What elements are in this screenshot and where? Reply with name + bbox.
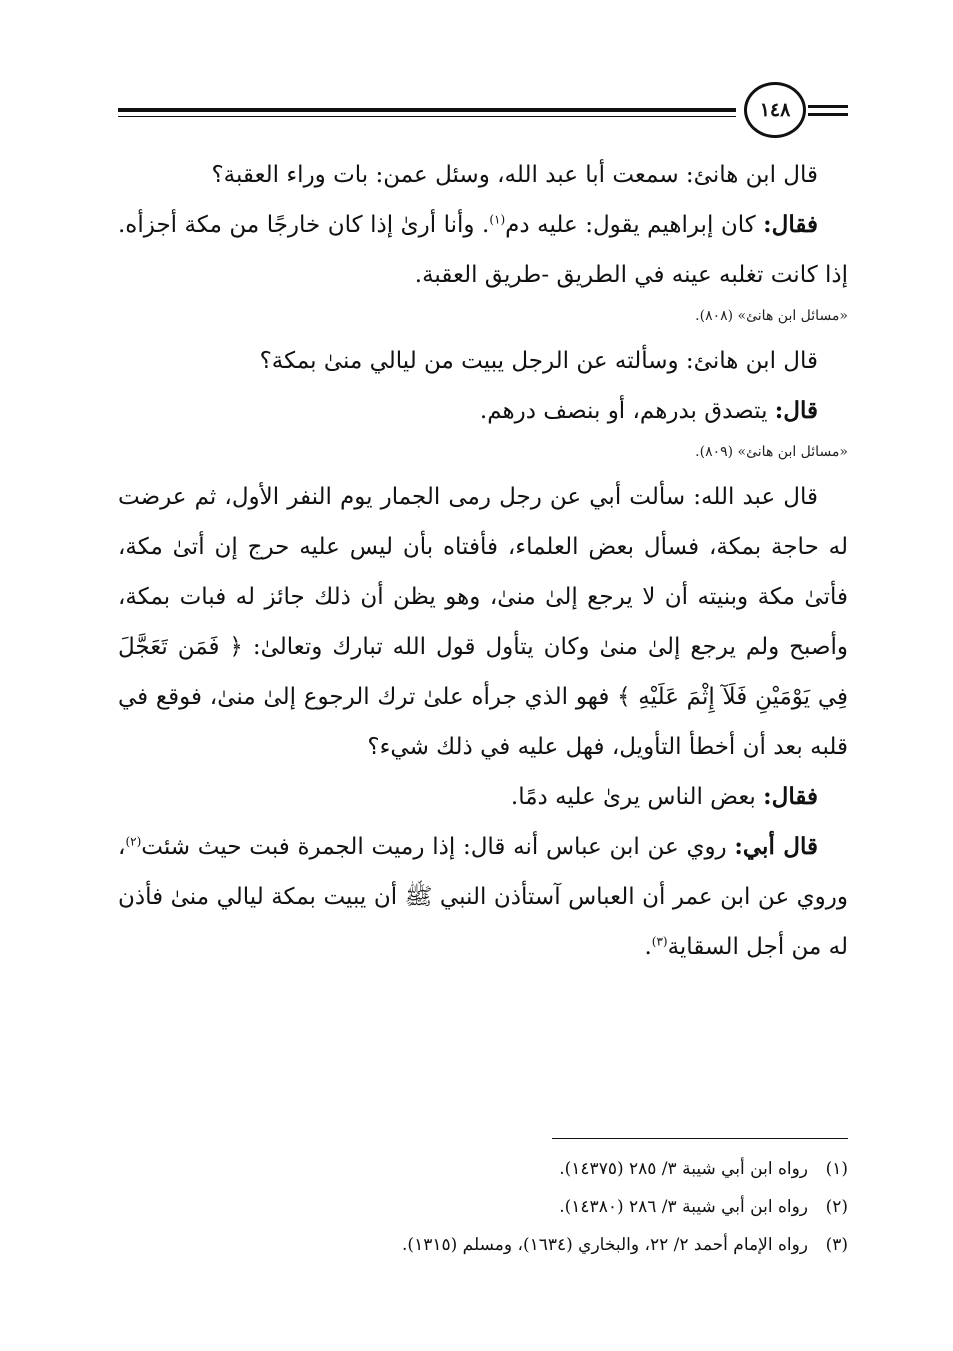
header-rule-thick	[118, 108, 736, 112]
paragraph-4: قال: يتصدق بدرهم، أو بنصف درهم.	[479, 397, 818, 424]
paragraph-5: قال عبد الله: سألت أبي عن رجل رمى الجمار يوم النفر الأول، ثم عرضت له حاجة بمكة، فسأل بعض العلماء، فأفتاه بأن ليس عليه حرج إن أتىٰ مكة، فأتىٰ مكة وبنيته أن لا يرجع إلىٰ منىٰ، وهو يظن أن ذلك جائز له فبات بمكة، وأصبح ولم يرجع إلىٰ منىٰ وكان يتأول قول الله تبارك وتعالىٰ: ﴿ فَمَن تَعَجَّلَ فِي يَوْمَيْنِ فَلَآ إِثْمَ عَلَيْهِ ﴾ فهو الذي جرأه علىٰ ترك الرجوع إلىٰ منىٰ، فوقع في قلبه بعد أن أخطأ التأويل، فهل عليه في ذلك شيء؟	[118, 484, 848, 760]
footnotes	[118, 1150, 848, 1264]
footnote-ref: (١)	[489, 212, 506, 227]
footnote-2: (٢)رواه ابن أبي شيبة ٣/ ٢٨٦ (١٤٣٨٠).	[559, 1197, 848, 1217]
footnote-3: (٣)رواه الإمام أحمد ٢/ ٢٢، والبخاري (١٦٣٤)، ومسلم (١٣١٥).	[402, 1235, 848, 1255]
page-header	[118, 78, 848, 138]
footnote-separator	[552, 1138, 848, 1139]
main-text	[118, 150, 848, 972]
footnote-1: (١)رواه ابن أبي شيبة ٣/ ٢٨٥ (١٤٣٧٥).	[559, 1159, 848, 1179]
page-number: ١٤٨	[744, 82, 806, 138]
header-rule-right-top	[808, 105, 848, 108]
paragraph-6: فقال: بعض الناس يرىٰ عليه دمًا.	[510, 783, 818, 810]
source-citation: «مسائل ابن هانئ» (٨٠٩).	[695, 444, 848, 460]
paragraph-3: قال ابن هانئ: وسألته عن الرجل يبيت من ليالي منىٰ بمكة؟	[259, 348, 818, 374]
source-citation: «مسائل ابن هانئ» (٨٠٨).	[695, 308, 848, 324]
paragraph-2: فقال: كان إبراهيم يقول: عليه دم$^{(١)}$. وأنا أرىٰ إذا كان خارجًا من مكة أجزأه. إذا كانت تغلبه عينه في الطريق -طريق العقبة.	[118, 211, 848, 288]
footnote-ref: (٣)	[651, 934, 668, 949]
footnote-ref: (٢)	[125, 834, 142, 849]
header-rule-right-bottom	[808, 113, 848, 116]
paragraph-1: قال ابن هانئ: سمعت أبا عبد الله، وسئل عمن: بات وراء العقبة؟	[211, 162, 818, 188]
paragraph-7: قال أبي: روي عن ابن عباس أنه قال: إذا رميت الجمرة فبت حيث شئت$^{(٢)}$، وروي عن ابن عمر أن العباس آستأذن النبي ﷺ أن يبيت بمكة ليالي منىٰ فأذن له من أجل السقاية$^{(٣)}$.	[118, 833, 848, 960]
header-rule-thin	[118, 116, 736, 117]
